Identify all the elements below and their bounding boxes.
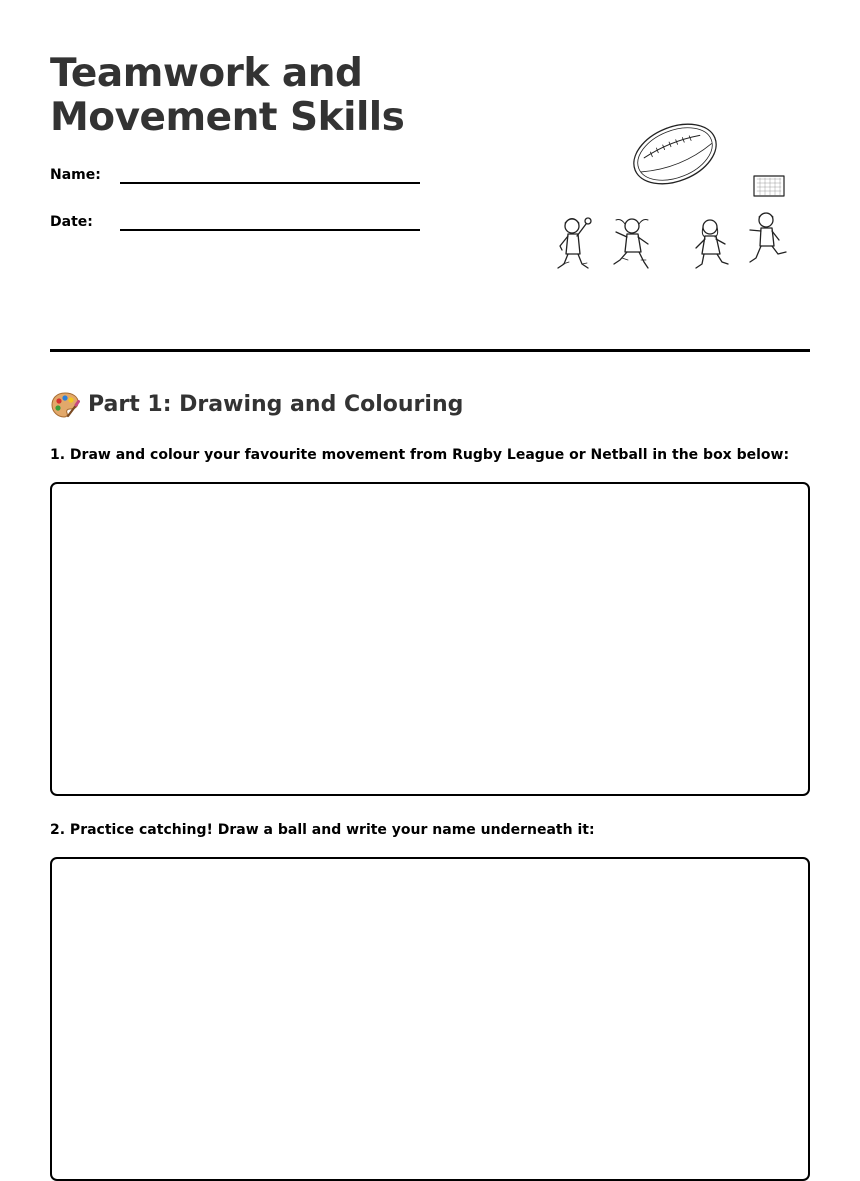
artist-palette-icon [50, 390, 80, 420]
date-label: Date: [50, 214, 93, 230]
child-player-icon [696, 220, 728, 268]
date-write-line [120, 229, 420, 231]
sports-illustration [548, 112, 798, 287]
page-title: Teamwork and Movement Skills [50, 51, 405, 140]
part1-title: Part 1: Drawing and Colouring [88, 392, 464, 417]
question-2: 2. Practice catching! Draw a ball and write your name underneath it: [50, 822, 595, 838]
child-player-icon [558, 218, 591, 268]
name-field [50, 166, 420, 196]
date-field [50, 213, 420, 243]
name-label: Name: [50, 167, 101, 183]
drawing-box-2[interactable] [50, 857, 810, 1181]
question-1: 1. Draw and colour your favourite movement from Rugby League or Netball in the box below: [50, 447, 790, 463]
rugby-ball-icon [625, 113, 725, 195]
goal-icon [754, 176, 784, 196]
drawing-box-1[interactable] [50, 482, 810, 796]
part1-heading [50, 388, 463, 422]
name-write-line [120, 182, 420, 184]
child-player-icon [750, 213, 786, 262]
child-player-icon [614, 219, 648, 268]
section-divider [50, 349, 810, 352]
